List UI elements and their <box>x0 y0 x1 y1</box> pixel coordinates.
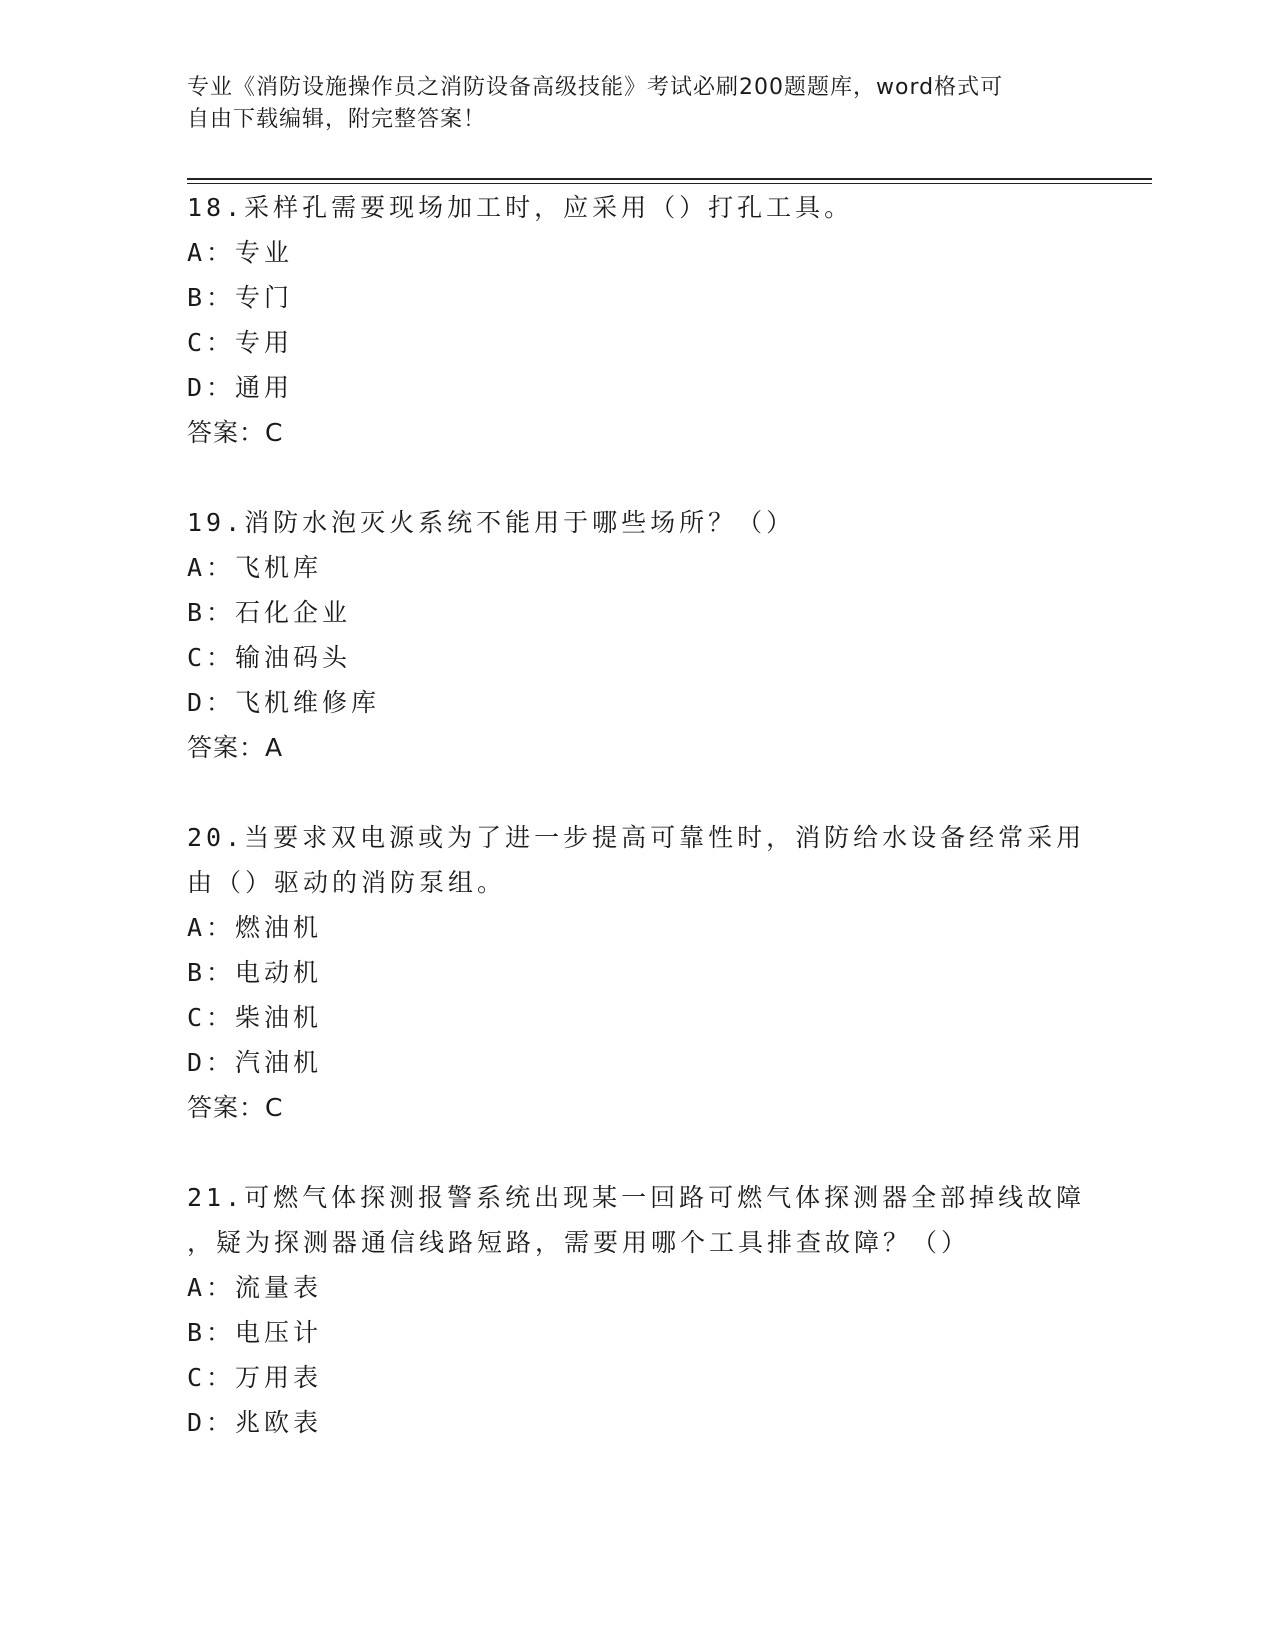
question-19-option-a: A：飞机库 <box>187 553 323 582</box>
header-line-2: 自由下载编辑，附完整答案！ <box>187 107 487 132</box>
question-21-option-c: C：万用表 <box>187 1363 323 1392</box>
question-20-option-a: A：燃油机 <box>187 913 323 942</box>
question-20-stem-line-2: 由（）驱动的消防泵组。 <box>187 868 507 897</box>
question-19-stem: 19.消防水泡灭火系统不能用于哪些场所？（） <box>187 508 796 537</box>
question-21-option-a: A：流量表 <box>187 1273 323 1302</box>
question-19-option-b: B：石化企业 <box>187 598 352 627</box>
question-20-stem-line-1: 20.当要求双电源或为了进一步提高可靠性时，消防给水设备经常采用 <box>187 823 1086 852</box>
question-18-stem: 18.采样孔需要现场加工时，应采用（）打孔工具。 <box>187 193 854 222</box>
question-19-answer: 答案：A <box>187 733 284 762</box>
question-19-option-c: C：输油码头 <box>187 643 352 672</box>
question-18-answer: 答案：C <box>187 418 284 447</box>
question-21-stem-line-2: ，疑为探测器通信线路短路，需要用哪个工具排查故障？（） <box>187 1228 971 1257</box>
question-20-option-b: B：电动机 <box>187 958 323 987</box>
header-line-1: 专业《消防设施操作员之消防设备高级技能》考试必刷200题题库，word格式可 <box>187 75 1004 100</box>
document-header <box>187 72 1087 136</box>
question-18-option-c: C：专用 <box>187 328 294 357</box>
question-18-option-a: A：专业 <box>187 238 294 267</box>
question-21-stem-line-1: 21.可燃气体探测报警系统出现某一回路可燃气体探测器全部掉线故障 <box>187 1183 1086 1212</box>
header-divider <box>187 178 1152 180</box>
question-21-option-d: D：兆欧表 <box>187 1408 323 1437</box>
question-18-option-d: D：通用 <box>187 373 294 402</box>
question-18-option-b: B：专门 <box>187 283 294 312</box>
question-20-answer: 答案：C <box>187 1093 284 1122</box>
question-19-option-d: D：飞机维修库 <box>187 688 381 717</box>
question-20-option-c: C：柴油机 <box>187 1003 323 1032</box>
header-divider-thin <box>187 183 1152 184</box>
question-21-option-b: B：电压计 <box>187 1318 323 1347</box>
question-20-option-d: D：汽油机 <box>187 1048 323 1077</box>
